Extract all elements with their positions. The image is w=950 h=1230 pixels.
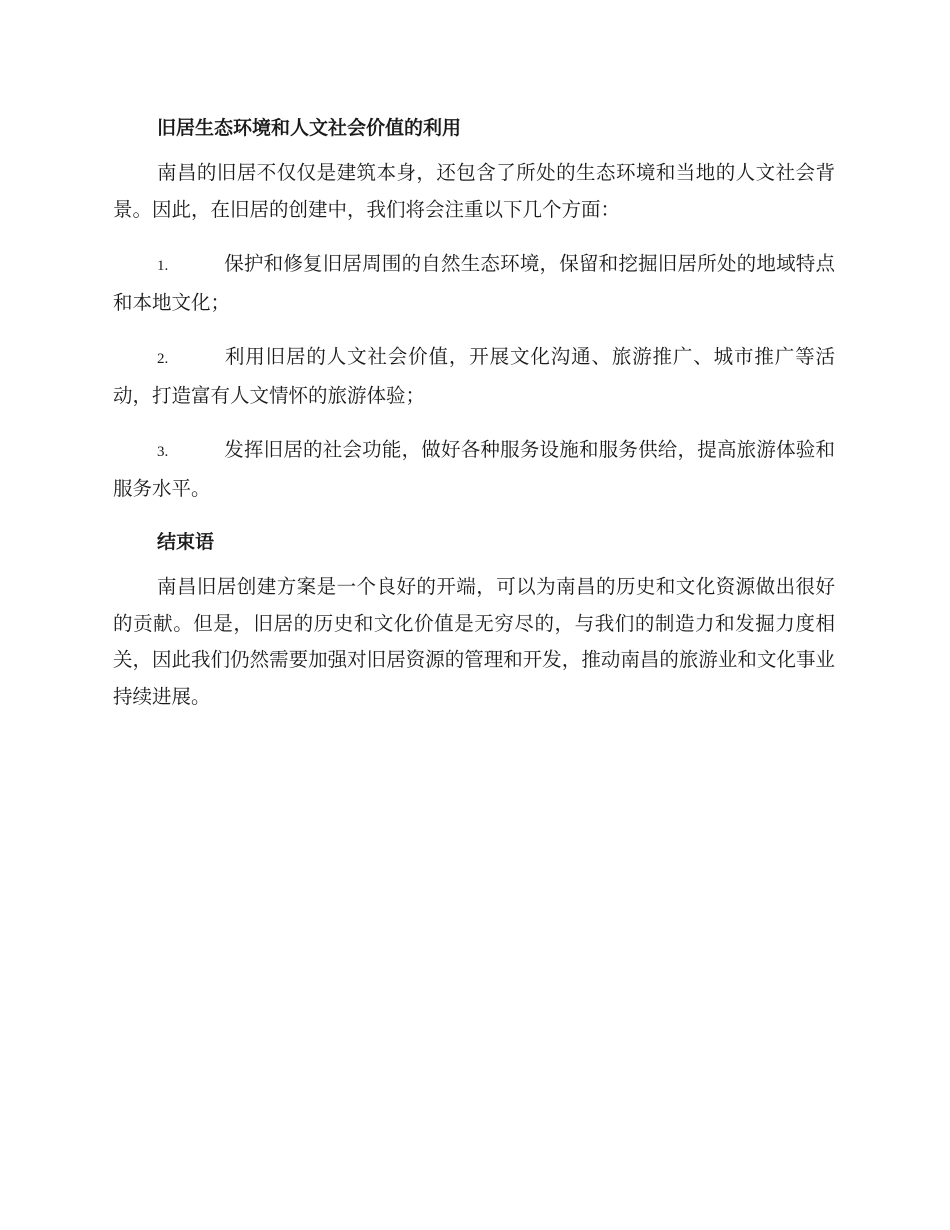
list-number-3: 3.	[157, 444, 169, 460]
document-page	[113, 111, 835, 733]
section-heading-conclusion: 结束语	[157, 531, 215, 553]
list-number-2: 2.	[157, 351, 169, 367]
list-text-3: 发挥旧居的社会功能，做好各种服务设施和服务供给，提高旅游体验和服务水平。	[113, 438, 835, 500]
conclusion-paragraph: 南昌旧居创建方案是一个良好的开端，可以为南昌的历史和文化资源做出很好的贡献。但是，旧居的历史和文化价值是无穷尽的，与我们的制造力和发掘力度相关，因此我们仍然需要加强对旧居资源的管理和开发，推动南昌的旅游业和文化事业持续进展。	[113, 575, 835, 708]
list-text-2: 利用旧居的人文社会价值，开展文化沟通、旅游推广、城市推广等活动，打造富有人文情怀的旅游体验；	[113, 345, 835, 407]
list-number-1: 1.	[157, 258, 169, 274]
list-item-2	[113, 339, 835, 414]
list-item-3	[113, 432, 835, 507]
section-intro-paragraph: 南昌的旧居不仅仅是建筑本身，还包含了所处的生态环境和当地的人文社会背景。因此，在旧居的创建中，我们将会注重以下几个方面：	[113, 161, 835, 221]
section-heading-ecology: 旧居生态环境和人文社会价值的利用	[157, 117, 462, 139]
list-text-1: 保护和修复旧居周围的自然生态环境，保留和挖掘旧居所处的地域特点和本地文化；	[113, 252, 835, 314]
list-item-1	[113, 246, 835, 321]
